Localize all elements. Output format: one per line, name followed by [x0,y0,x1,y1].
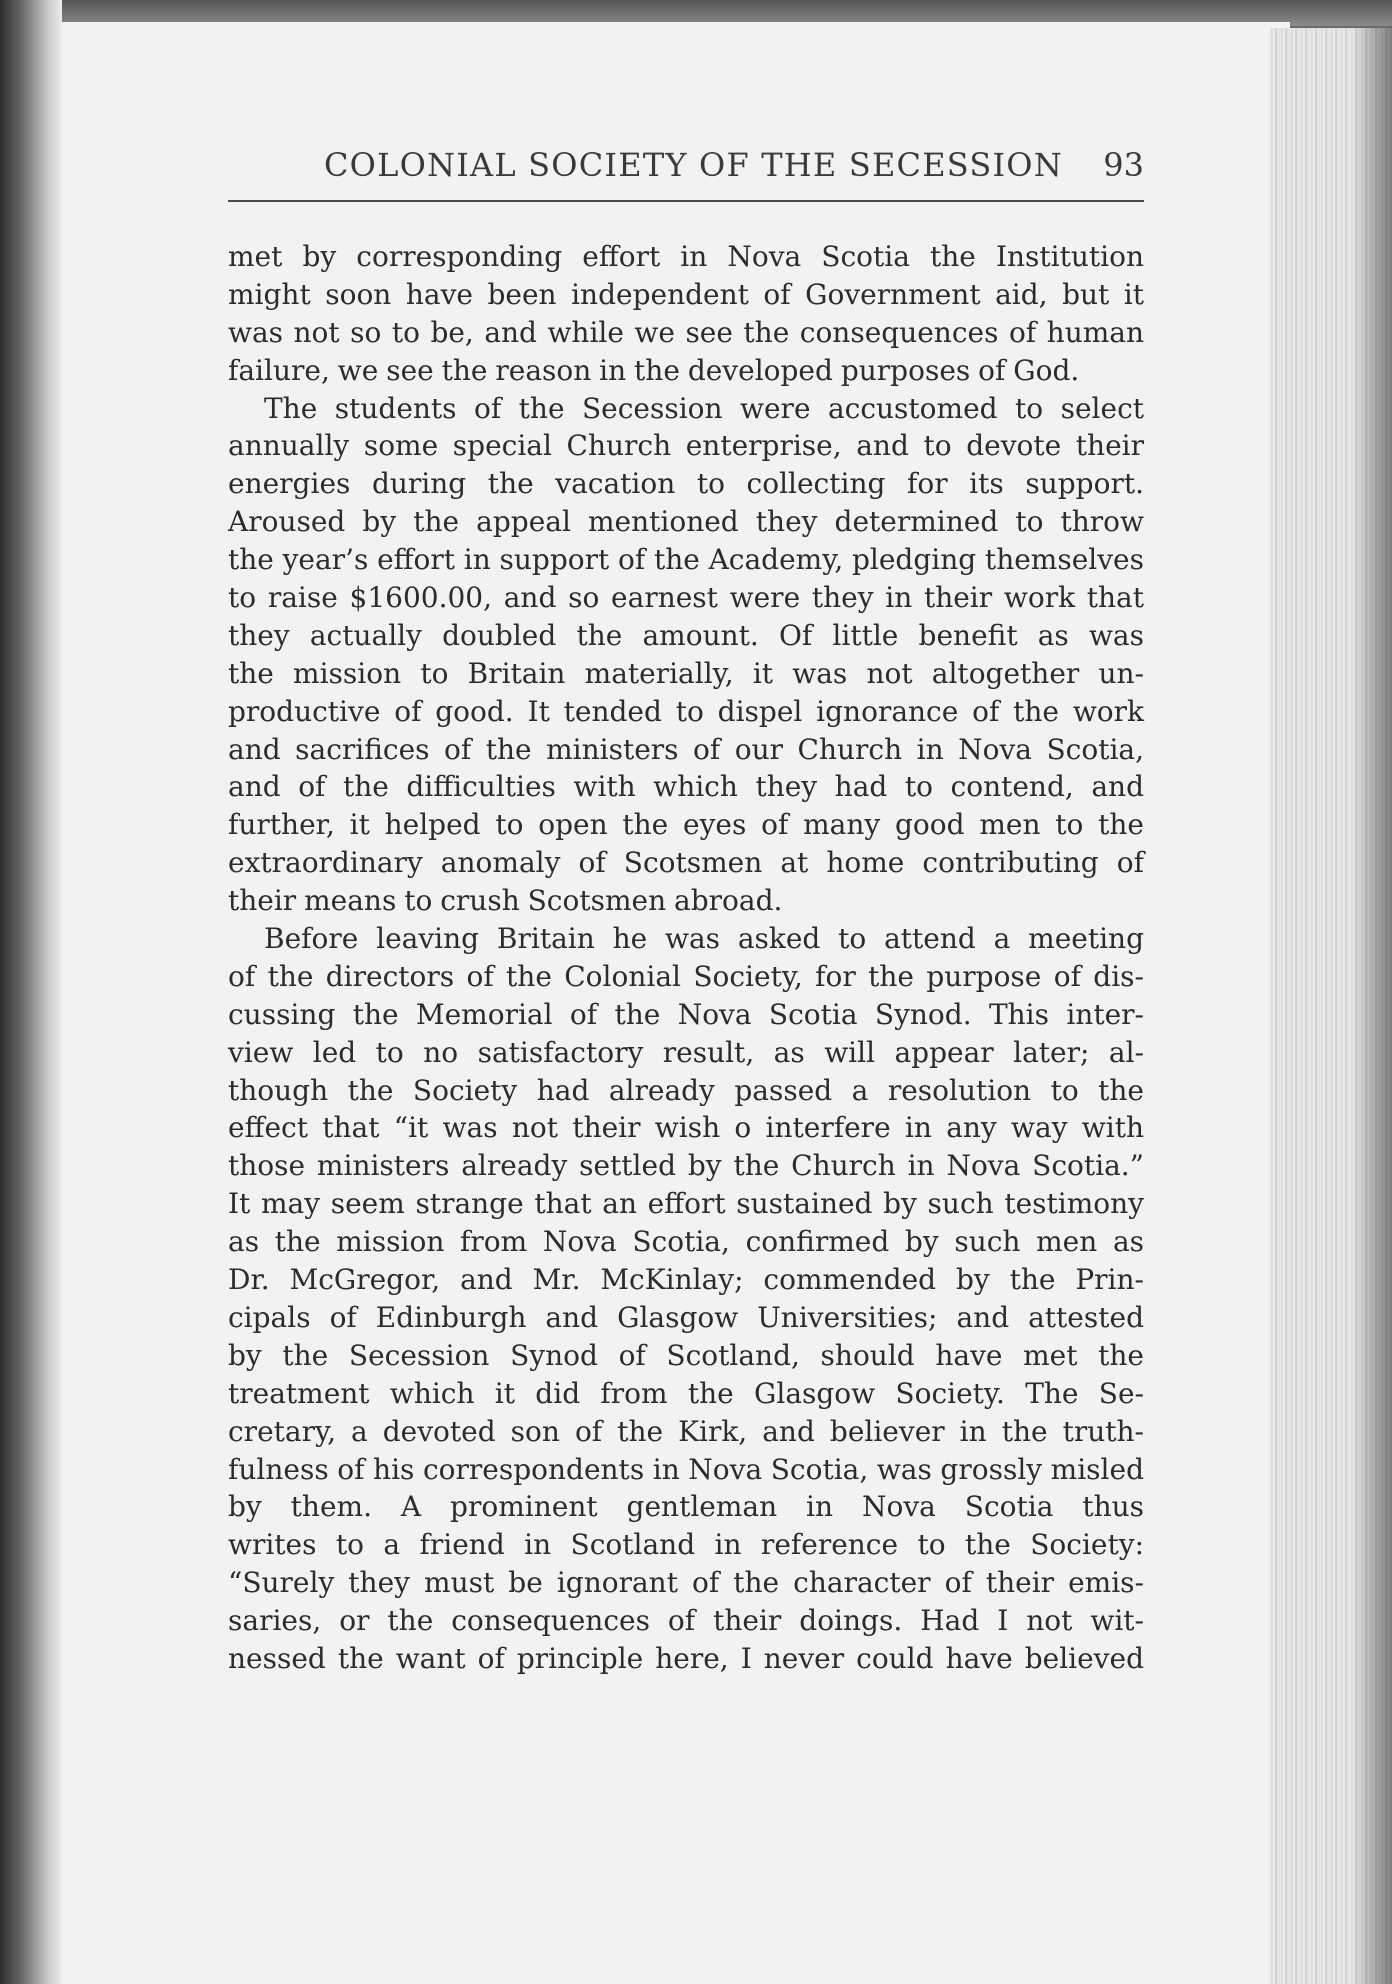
text-line: of the directors of the Colonial Society, for the purpose of dis- [228,959,1144,993]
text-line: the year’s effort in support of the Academy, pledging themselves [228,543,1144,577]
text-line: effect that “it was not their wish o interfere in any way with [228,1111,1144,1145]
text-line: and of the difficulties with which they had to contend, and [228,770,1144,804]
text-line: their means to crush Scotsmen abroad. [228,884,783,918]
text-line: fulness of his correspondents in Nova Scotia, was grossly misled [228,1452,1144,1486]
running-head [228,146,1144,196]
text-line: to raise $1600.00, and so earnest were they in their work that [228,581,1144,615]
text-line: Aroused by the appeal mentioned they determined to throw [228,505,1144,539]
text-line: those ministers already settled by the Church in Nova Scotia.” [228,1149,1144,1183]
text-line: and sacrifices of the ministers of our Church in Nova Scotia, [228,732,1144,766]
text-line: Dr. McGregor, and Mr. McKinlay; commended by the Prin- [228,1263,1144,1297]
text-line: extraordinary anomaly of Scotsmen at home contributing of [228,846,1144,880]
text-line: was not so to be, and while we see the consequences of human [228,315,1144,349]
text-line: view led to no satisfactory result, as will appear later; al- [228,1035,1144,1069]
text-line: writes to a friend in Scotland in reference to the Society: [228,1528,1144,1562]
text-line: by the Secession Synod of Scotland, should have met the [228,1338,1144,1372]
text-line: met by corresponding effort in Nova Scotia the Institution [228,240,1144,273]
text-line: saries, or the consequences of their doings. Had I not wit- [228,1604,1144,1638]
text-line: nessed the want of principle here, I never could have believed [228,1641,1144,1675]
header-rule [228,200,1144,202]
text-line: by them. A prominent gentleman in Nova Scotia thus [228,1490,1144,1524]
text-line: treatment which it did from the Glasgow Society. The Se- [228,1376,1144,1410]
running-head-title: COLONIAL SOCIETY OF THE SECESSION [324,146,1063,184]
text-line: The students of the Secession were accustomed to select [264,391,1144,425]
text-line: productive of good. It tended to dispel ignorance of the work [228,694,1144,728]
text-line: though the Society had already passed a resolution to the [228,1073,1144,1107]
text-line: might soon have been independent of Government aid, but it [228,277,1144,311]
text-line: cretary, a devoted son of the Kirk, and believer in the truth- [228,1414,1144,1448]
body-text [228,238,1144,1678]
page-number: 93 [1103,146,1144,184]
text-line: as the mission from Nova Scotia, confirmed by such men as [228,1225,1144,1259]
text-line: “Surely they must be ignorant of the character of their emis- [228,1566,1144,1600]
text-line: cussing the Memorial of the Nova Scotia Synod. This inter- [228,997,1144,1031]
text-line: further, it helped to open the eyes of many good men to the [228,808,1144,842]
text-line: energies during the vacation to collecting for its support. [228,467,1144,501]
text-line: failure, we see the reason in the developed purposes of God. [228,353,1080,387]
text-line: they actually doubled the amount. Of little benefit as was [228,618,1144,652]
page-edges-stack [1270,28,1392,1984]
text-line: annually some special Church enterprise, and to devote their [228,429,1144,463]
text-line: It may seem strange that an effort sustained by such testimony [228,1187,1144,1221]
text-line: Before leaving Britain he was asked to attend a meeting [264,922,1144,956]
text-line: cipals of Edinburgh and Glasgow Universities; and attested [228,1300,1144,1334]
binding-shadow [0,0,62,1984]
text-line: the mission to Britain materially, it was not altogether un- [228,656,1144,690]
